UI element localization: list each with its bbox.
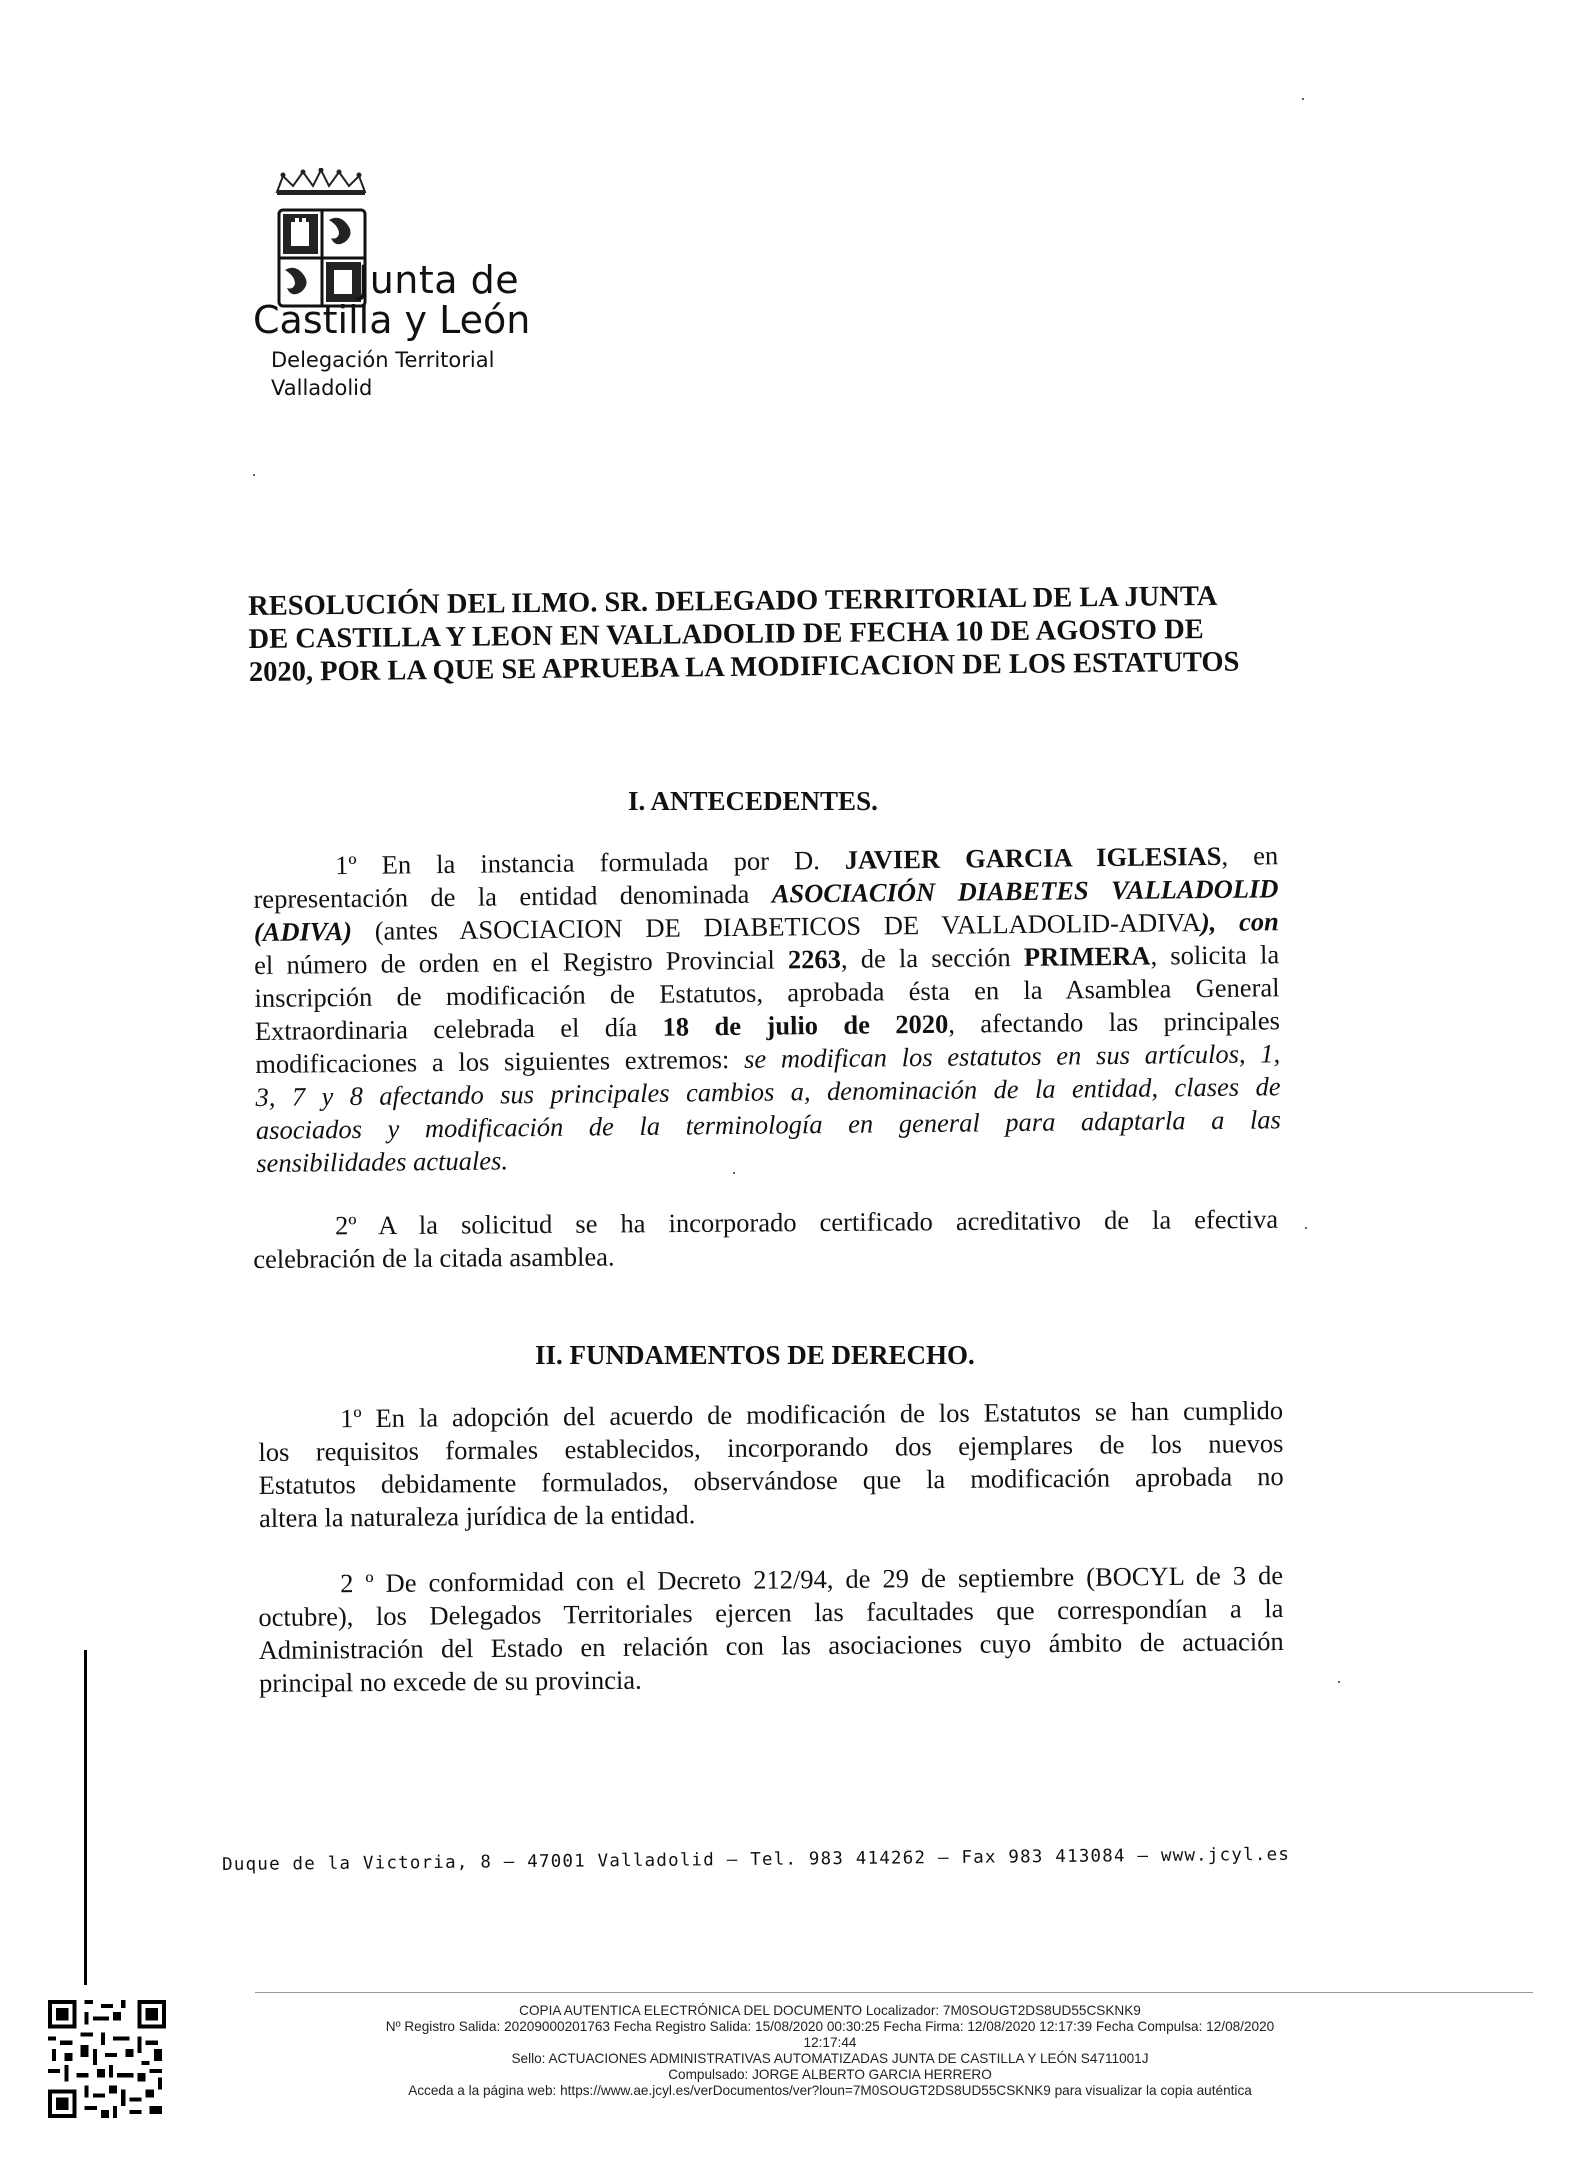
stamp-line: 12:17:44 — [803, 2035, 857, 2050]
letterhead-address: Duque de la Victoria, 8 – 47001 Valladolid – Tel. 983 414262 – Fax 983 413084 – www.jcyl.es — [222, 1844, 1291, 1875]
section-heading-fundamentos: II. FUNDAMENTOS DE DERECHO. — [535, 1340, 975, 1370]
paragraph-line: (ADIVA) (antes ASOCIACION DE DIABETICOS DE VALLADOLID-ADIVA), con — [253, 906, 1279, 947]
resolution-title — [248, 579, 1309, 689]
paragraph-line: 1º En la instancia formulada por D. JAVIER GARCIA IGLESIAS, en — [335, 840, 1279, 881]
paragraph-line: celebración de la citada asamblea. — [253, 1241, 615, 1274]
letterhead — [253, 168, 553, 408]
fundamentos-paragraph-1 — [258, 1394, 1284, 1535]
scan-margin-line — [84, 1650, 87, 1985]
paragraph-line: 2º A la solicitud se ha incorporado certificado acreditativo de la efectiva — [335, 1203, 1279, 1241]
paragraph-line: el número de orden en el Registro Provincial 2263, de la sección PRIMERA, solicita la — [254, 939, 1280, 980]
stamp-line: Nº Registro Salida: 20209000201763 Fecha Registro Salida: 15/08/2020 00:30:25 Fecha Firma: 12/08/2020 12:17:39 Fecha Compulsa: 12/08/2020 — [385, 2019, 1275, 2034]
authentic-copy-stamp — [280, 2003, 1380, 2099]
stamp-line: Acceda a la página web: https://www.ae.jcyl.es/verDocumentos/ver?loun=7M0SOUGT2DS8UD55CSKNK9 para visualizar la copia auténtica — [408, 2083, 1252, 2098]
paragraph-line: sensibilidades actuales. — [256, 1145, 509, 1178]
paragraph-line: 1º En la adopción del acuerdo de modificación de los Estatutos se han cumplido — [340, 1395, 1284, 1434]
fundamentos-paragraph-2 — [258, 1559, 1284, 1700]
paragraph-line: Estatutos debidamente formulados, observándose que la modificación aprobada no — [258, 1461, 1284, 1500]
org-name-line2: Castilla y León — [253, 298, 531, 342]
crown-icon — [273, 168, 368, 196]
paragraph-line: inscripción de modificación de Estatutos, aprobada ésta en la Asamblea General — [254, 972, 1280, 1013]
paragraph-line: 2 º De conformidad con el Decreto 212/94, de 29 de septiembre (BOCYL de 3 de — [340, 1560, 1284, 1599]
antecedentes-paragraph-2 — [253, 1203, 1278, 1276]
paragraph-line: los requisitos formales establecidos, incorporando dos ejemplares de los nuevos — [258, 1428, 1284, 1467]
paragraph-line: 3, 7 y 8 afectando sus principales cambios a, denominación de la entidad, clases de — [255, 1071, 1281, 1112]
paragraph-line: altera la naturaleza jurídica de la entidad. — [258, 1499, 696, 1533]
paragraph-line: modificaciones a los siguientes extremos: se modifican los estatutos en sus artículos, 1, — [255, 1038, 1281, 1079]
department-line2: Valladolid — [271, 376, 373, 400]
paragraph-line: asociados y modificación de la terminología en general para adaptarla a las — [255, 1104, 1282, 1145]
title-line: RESOLUCIÓN DEL ILMO. SR. DELEGADO TERRITORIAL DE LA JUNTA — [248, 580, 1218, 622]
title-line: DE CASTILLA Y LEON EN VALLADOLID DE FECHA 10 DE AGOSTO DE — [248, 613, 1204, 655]
paragraph-line: Administración del Estado en relación con las asociaciones cuyo ámbito de actuación — [258, 1626, 1284, 1665]
section-heading-antecedentes: I. ANTECEDENTES. — [628, 786, 878, 816]
coat-of-arms-icon — [277, 208, 367, 308]
paragraph-line: octubre), los Delegados Territoriales ejercen las facultades que correspondían a la — [258, 1593, 1284, 1632]
paragraph-line: Extraordinaria celebrada el día 18 de julio de 2020, afectando las principales — [254, 1005, 1281, 1046]
stamp-separator — [255, 1992, 1533, 1993]
stamp-line: Sello: ACTUACIONES ADMINISTRATIVAS AUTOMATIZADAS JUNTA DE CASTILLA Y LEÓN S4711001J — [511, 2051, 1149, 2066]
department-line1: Delegación Territorial — [271, 348, 495, 372]
antecedentes-paragraph-1 — [253, 839, 1281, 1180]
qr-code-icon — [48, 2000, 166, 2118]
org-name-line1: Junta de — [358, 258, 520, 302]
title-line: 2020, POR LA QUE SE APRUEBA LA MODIFICACION DE LOS ESTATUTOS — [248, 646, 1240, 688]
stamp-line: Compulsado: JORGE ALBERTO GARCIA HERRERO — [668, 2067, 992, 2082]
paragraph-line: representación de la entidad denominada ASOCIACIÓN DIABETES VALLADOLID — [253, 873, 1279, 914]
paragraph-line: principal no excede de su provincia. — [258, 1664, 642, 1698]
stamp-line: COPIA AUTENTICA ELECTRÓNICA DEL DOCUMENTO Localizador: 7M0SOUGT2DS8UD55CSKNK9 — [519, 2003, 1141, 2018]
